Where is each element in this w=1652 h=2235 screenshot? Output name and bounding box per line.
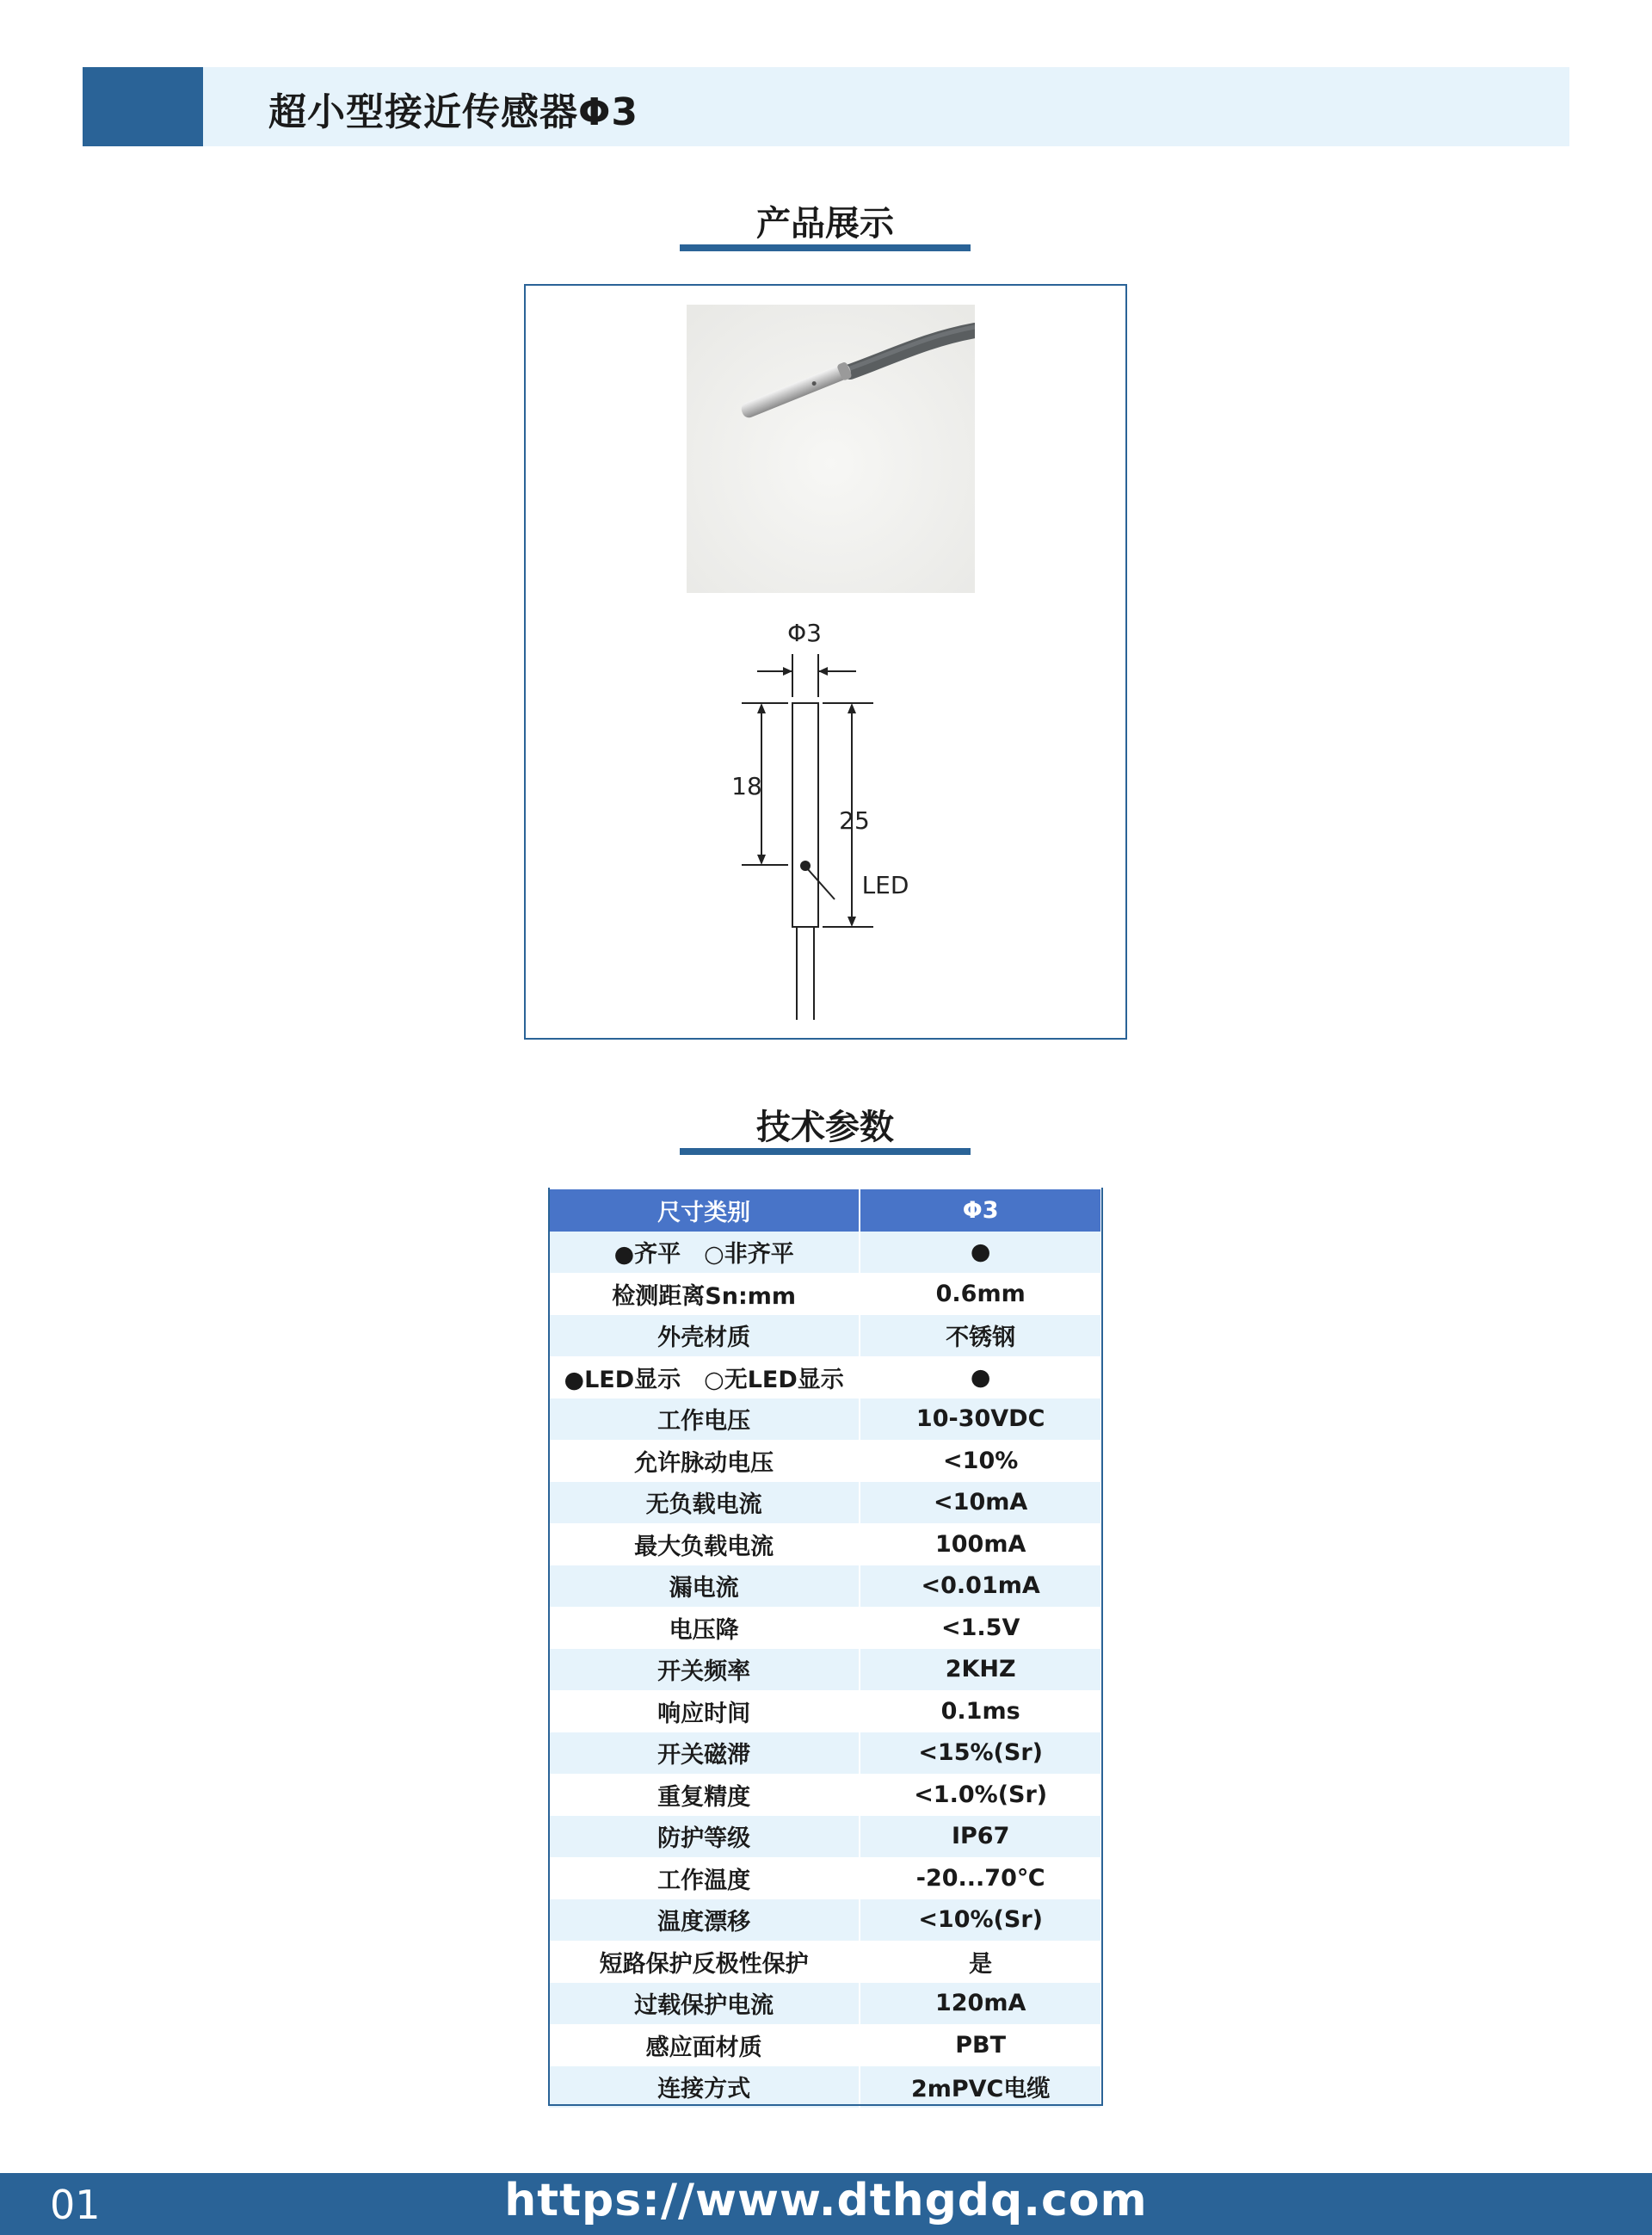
spec-name: 温度漂移	[549, 1899, 860, 1942]
spec-name: 响应时间	[549, 1690, 860, 1732]
spec-name: 感应面材质	[549, 2024, 860, 2066]
page-title: 超小型接近传感器Φ3	[268, 90, 639, 134]
website-link[interactable]: https://www.dthgdq.com	[504, 2175, 1148, 2226]
table-row	[549, 1232, 1101, 1274]
table-row	[549, 1649, 1101, 1691]
table-row	[549, 1690, 1101, 1732]
table-row	[549, 1899, 1101, 1942]
spec-name: 防护等级	[549, 1816, 860, 1858]
spec-value: 120mA	[860, 1983, 1101, 2025]
spec-name: 连接方式	[549, 2066, 860, 2108]
spec-value: <10%	[860, 1440, 1101, 1482]
drawing-length-25: 25	[839, 806, 870, 835]
section-heading-specs: 技术参数	[756, 1108, 894, 1147]
drawing-length-18: 18	[731, 772, 762, 800]
spec-value: ●	[860, 1232, 1101, 1274]
table-row	[549, 1816, 1101, 1858]
spec-value: <0.01mA	[860, 1565, 1101, 1608]
table-row	[549, 1398, 1101, 1441]
header-accent-block	[83, 67, 203, 146]
table-row	[549, 1356, 1101, 1398]
spec-name: 漏电流	[549, 1565, 860, 1608]
drawing-diameter-label: Φ3	[787, 619, 822, 647]
spec-header-value: Φ3	[860, 1189, 1101, 1232]
spec-name: ●齐平 ○非齐平	[549, 1232, 860, 1274]
dimension-drawing	[714, 607, 921, 1033]
table-row	[549, 1523, 1101, 1565]
spec-header-name: 尺寸类别	[549, 1189, 860, 1232]
spec-value: PBT	[860, 2024, 1101, 2066]
spec-name: 最大负载电流	[549, 1523, 860, 1565]
spec-value: <1.0%(Sr)	[860, 1774, 1101, 1816]
spec-value: 2KHZ	[860, 1649, 1101, 1691]
spec-value: <1.5V	[860, 1607, 1101, 1649]
table-row	[549, 1983, 1101, 2025]
spec-name: 工作温度	[549, 1857, 860, 1899]
spec-name: ●LED显示 ○无LED显示	[549, 1356, 860, 1398]
spec-name: 允许脉动电压	[549, 1440, 860, 1482]
spec-name: 短路保护反极性保护	[549, 1941, 860, 1983]
spec-value: <10mA	[860, 1482, 1101, 1524]
spec-name: 开关磁滞	[549, 1732, 860, 1775]
spec-name: 外壳材质	[549, 1315, 860, 1357]
spec-value: 不锈钢	[860, 1315, 1101, 1357]
table-row	[549, 1774, 1101, 1816]
spec-name: 电压降	[549, 1607, 860, 1649]
table-row	[549, 1273, 1101, 1315]
section-underline-product	[680, 244, 971, 251]
spec-value: 0.1ms	[860, 1690, 1101, 1732]
table-row	[549, 1440, 1101, 1482]
table-row	[549, 1607, 1101, 1649]
spec-name: 重复精度	[549, 1774, 860, 1816]
table-row	[549, 1482, 1101, 1524]
spec-name: 工作电压	[549, 1398, 860, 1441]
table-row	[549, 1732, 1101, 1775]
table-row	[549, 1941, 1101, 1983]
table-row	[549, 2066, 1101, 2108]
spec-value: IP67	[860, 1816, 1101, 1858]
spec-value: 0.6mm	[860, 1273, 1101, 1315]
page-number: 01	[50, 2182, 101, 2228]
spec-value: 2mPVC电缆	[860, 2066, 1101, 2108]
spec-value: ●	[860, 1356, 1101, 1398]
section-heading-product: 产品展示	[756, 204, 894, 244]
spec-name: 检测距离Sn:mm	[549, 1273, 860, 1315]
drawing-led-label: LED	[861, 871, 909, 899]
spec-value: 10-30VDC	[860, 1398, 1101, 1441]
spec-table	[549, 1189, 1102, 2108]
table-row	[549, 2024, 1101, 2066]
table-row	[549, 1565, 1101, 1608]
spec-name: 开关频率	[549, 1649, 860, 1691]
spec-name: 过载保护电流	[549, 1983, 860, 2025]
spec-value: -20...70℃	[860, 1857, 1101, 1899]
spec-value: <10%(Sr)	[860, 1899, 1101, 1942]
spec-table-header	[549, 1189, 1101, 1232]
spec-value: 是	[860, 1941, 1101, 1983]
spec-value: <15%(Sr)	[860, 1732, 1101, 1775]
table-row	[549, 1315, 1101, 1357]
product-photo	[687, 305, 975, 593]
section-underline-specs	[680, 1148, 971, 1155]
spec-name: 无负载电流	[549, 1482, 860, 1524]
spec-value: 100mA	[860, 1523, 1101, 1565]
table-row	[549, 1857, 1101, 1899]
